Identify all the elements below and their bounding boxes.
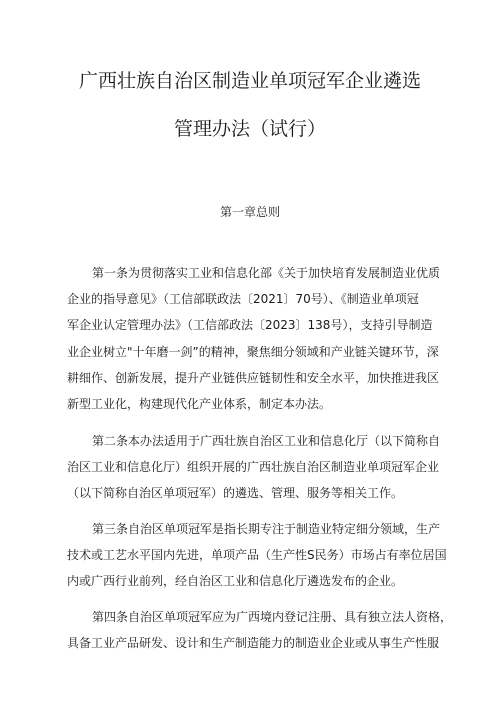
text-line: 业企业树立"十年磨一剑”的精神，聚焦细分领域和产业链关键环节，深 <box>67 345 439 359</box>
text-line: 第二条本办法适用于广西壮族自治区工业和信息化厅（以下简称自 <box>92 434 441 448</box>
text-line: 技术或工艺水平国内先进，单项产品（生产性S民务）市场占有率位居国 <box>67 548 447 562</box>
text-line: 第四条自治区单项冠军应为广西境内登记注册、具有独立法人资格， <box>92 610 453 624</box>
text-line: 新型工业化，构建现代化产业体系，制定本办法。 <box>67 397 332 411</box>
chapter-heading: 第一章总则 <box>219 205 280 219</box>
text-line: 第三条自治区单项冠军是指长期专注于制造业特定细分领域，生产 <box>92 522 441 536</box>
text-line: 企业的指导意见》（工信部联政法〔2021〕70号）、《制造业单项冠 <box>67 292 419 306</box>
document-title-line-2: 管理办法（试行） <box>173 118 326 140</box>
document-title-line-1: 广西壮族自治区制造业单项冠军企业遴选 <box>78 70 421 92</box>
text-line: 耕细作、创新发展，提升产业链供应链韧性和安全水平，加快推进我区 <box>67 371 440 385</box>
text-line: （以下简称自治区单项冠军）的遴选、管理、服务等相关工作。 <box>67 486 404 500</box>
text-line: 军企业认定管理办法》（工信部政法〔2023〕138号），支持引导制造 <box>67 318 433 332</box>
text-line: 内或广西行业前列，经自治区工业和信息化厅遴选发布的企业。 <box>67 574 404 588</box>
text-line: 第一条为贯彻落实工业和信息化部《关于加快培育发展制造业优质 <box>92 266 441 280</box>
text-line: 具备工业产品研发、设计和生产制造能力的制造业企业或从事生产性服 <box>67 636 440 650</box>
text-line: 治区工业和信息化厅）组织开展的广西壮族自治区制造业单项冠军企业 <box>67 460 440 474</box>
